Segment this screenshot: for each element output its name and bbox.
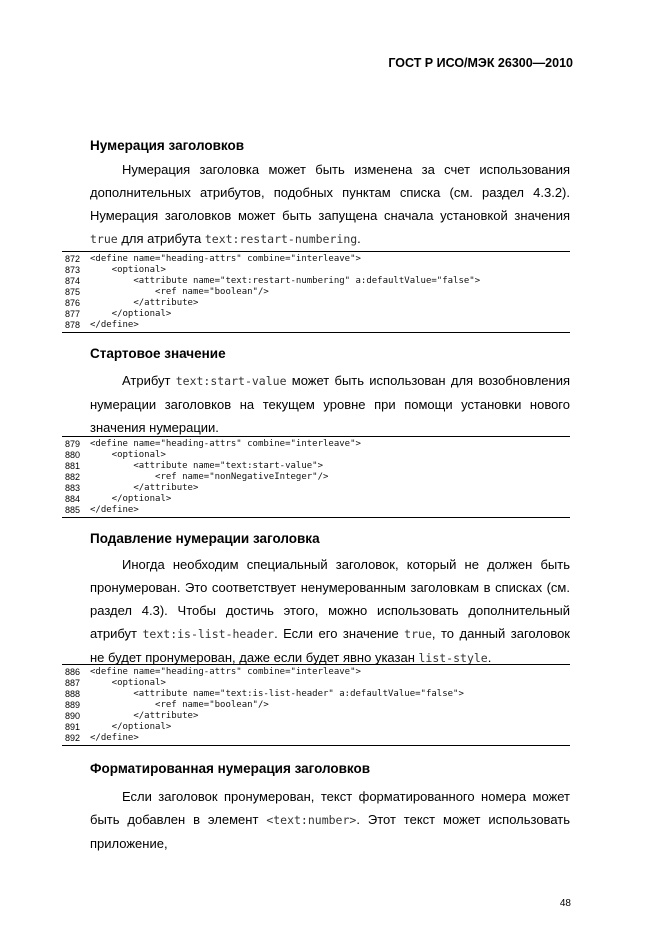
code-line bbox=[62, 298, 570, 309]
paragraph-text: может быть использован для возобновления нумерации заголовков на текущем уровне при помощи установки нового значения нумерации. bbox=[90, 373, 570, 435]
line-number: 885 bbox=[64, 505, 80, 515]
inline-code: true bbox=[404, 627, 432, 641]
inline-code: true bbox=[90, 232, 118, 246]
code-line bbox=[62, 254, 570, 265]
line-number: 889 bbox=[64, 700, 80, 710]
code-line bbox=[62, 483, 570, 494]
code-text: </attribute> bbox=[90, 483, 199, 493]
code-line bbox=[62, 450, 570, 461]
paragraph-text: Атрибут bbox=[122, 373, 176, 388]
code-line bbox=[62, 494, 570, 505]
code-text: </attribute> bbox=[90, 298, 199, 308]
inline-code: text:is-list-header bbox=[142, 627, 275, 641]
paragraph-text: , то данный заголовок не будет пронумерован, даже если будет явно указан bbox=[90, 626, 570, 665]
code-text: <attribute name="text:start-value"> bbox=[90, 461, 323, 471]
code-line bbox=[62, 667, 570, 678]
section-heading: Нумерация заголовков bbox=[90, 138, 245, 153]
line-number: 892 bbox=[64, 733, 80, 743]
line-number: 873 bbox=[64, 265, 80, 275]
code-text: </optional> bbox=[90, 722, 172, 732]
inline-code: text:start-value bbox=[175, 374, 287, 388]
code-text: <ref name="boolean"/> bbox=[90, 700, 269, 710]
inline-code: list-style bbox=[418, 651, 488, 665]
code-text: <ref name="boolean"/> bbox=[90, 287, 269, 297]
code-line bbox=[62, 461, 570, 472]
line-number: 874 bbox=[64, 276, 80, 286]
line-number: 882 bbox=[64, 472, 80, 482]
code-text: </optional> bbox=[90, 309, 172, 319]
code-line bbox=[62, 689, 570, 700]
paragraph bbox=[90, 158, 570, 251]
code-text: <define name="heading-attrs" combine="interleave"> bbox=[90, 667, 361, 677]
code-line bbox=[62, 678, 570, 689]
line-number: 884 bbox=[64, 494, 80, 504]
code-text: <optional> bbox=[90, 678, 166, 688]
paragraph-text: . bbox=[357, 231, 361, 246]
paragraph-text: Нумерация заголовка может быть изменена за счет использования дополнительных атрибутов, подобных пунктам списка (см. раздел 4.3.2). Нумерация заголовков может быть запущена сначала установкой значения bbox=[90, 162, 570, 223]
paragraph-text: для атрибута bbox=[117, 231, 205, 246]
paragraph-text: . bbox=[487, 650, 492, 665]
section-heading: Стартовое значение bbox=[90, 346, 226, 361]
line-number: 881 bbox=[64, 461, 80, 471]
paragraph-text: . Этот текст может использовать приложение, bbox=[90, 812, 570, 851]
code-text: </define> bbox=[90, 733, 139, 743]
line-number: 875 bbox=[64, 287, 80, 297]
code-text: </define> bbox=[90, 320, 139, 330]
code-block bbox=[62, 251, 570, 333]
code-block bbox=[62, 664, 570, 746]
section-heading: Форматированная нумерация заголовков bbox=[90, 761, 371, 776]
line-number: 887 bbox=[64, 678, 80, 688]
code-text: <optional> bbox=[90, 450, 166, 460]
paragraph-text: . Если его значение bbox=[274, 626, 405, 641]
code-block bbox=[62, 436, 570, 518]
paragraph bbox=[90, 553, 570, 670]
line-number: 890 bbox=[64, 711, 80, 721]
code-line bbox=[62, 276, 570, 287]
code-text: <optional> bbox=[90, 265, 166, 275]
code-line bbox=[62, 309, 570, 320]
line-number: 879 bbox=[64, 439, 80, 449]
code-line bbox=[62, 722, 570, 733]
line-number: 883 bbox=[64, 483, 80, 493]
line-number: 880 bbox=[64, 450, 80, 460]
line-number: 888 bbox=[64, 689, 80, 699]
document-header: ГОСТ Р ИСО/МЭК 26300—2010 bbox=[388, 56, 573, 70]
inline-code: text:restart-numbering bbox=[204, 232, 358, 246]
page-number: 48 bbox=[559, 898, 571, 909]
line-number: 878 bbox=[64, 320, 80, 330]
code-text: <define name="heading-attrs" combine="interleave"> bbox=[90, 254, 361, 264]
line-number: 876 bbox=[64, 298, 80, 308]
paragraph bbox=[90, 369, 570, 439]
paragraph-text: Если заголовок пронумерован, текст форматированного номера может быть добавлен в элемент bbox=[90, 789, 570, 827]
code-line bbox=[62, 320, 570, 331]
inline-code: <text:number> bbox=[266, 813, 357, 827]
code-text: </attribute> bbox=[90, 711, 199, 721]
code-text: </optional> bbox=[90, 494, 172, 504]
code-text: </define> bbox=[90, 505, 139, 515]
code-line bbox=[62, 287, 570, 298]
line-number: 872 bbox=[64, 254, 80, 264]
code-text: <attribute name="text:is-list-header" a:defaultValue="false"> bbox=[90, 689, 464, 699]
line-number: 877 bbox=[64, 309, 80, 319]
code-line bbox=[62, 711, 570, 722]
code-line bbox=[62, 700, 570, 711]
line-number: 891 bbox=[64, 722, 80, 732]
code-line bbox=[62, 505, 570, 516]
code-line bbox=[62, 733, 570, 744]
code-text: <attribute name="text:restart-numbering" a:defaultValue="false"> bbox=[90, 276, 481, 286]
paragraph-text: Иногда необходим специальный заголовок, который не должен быть пронумерован. Это соответствует ненумерованным заголовкам в списках (см. раздел 4.3). Чтобы достичь этого, можно использовать дополнительный атрибут bbox=[90, 557, 570, 641]
code-text: <ref name="nonNegativeInteger"/> bbox=[90, 472, 329, 482]
paragraph bbox=[90, 785, 570, 855]
code-line bbox=[62, 265, 570, 276]
code-text: <define name="heading-attrs" combine="interleave"> bbox=[90, 439, 361, 449]
section-heading: Подавление нумерации заголовка bbox=[90, 531, 320, 546]
code-line bbox=[62, 439, 570, 450]
line-number: 886 bbox=[64, 667, 80, 677]
code-line bbox=[62, 472, 570, 483]
